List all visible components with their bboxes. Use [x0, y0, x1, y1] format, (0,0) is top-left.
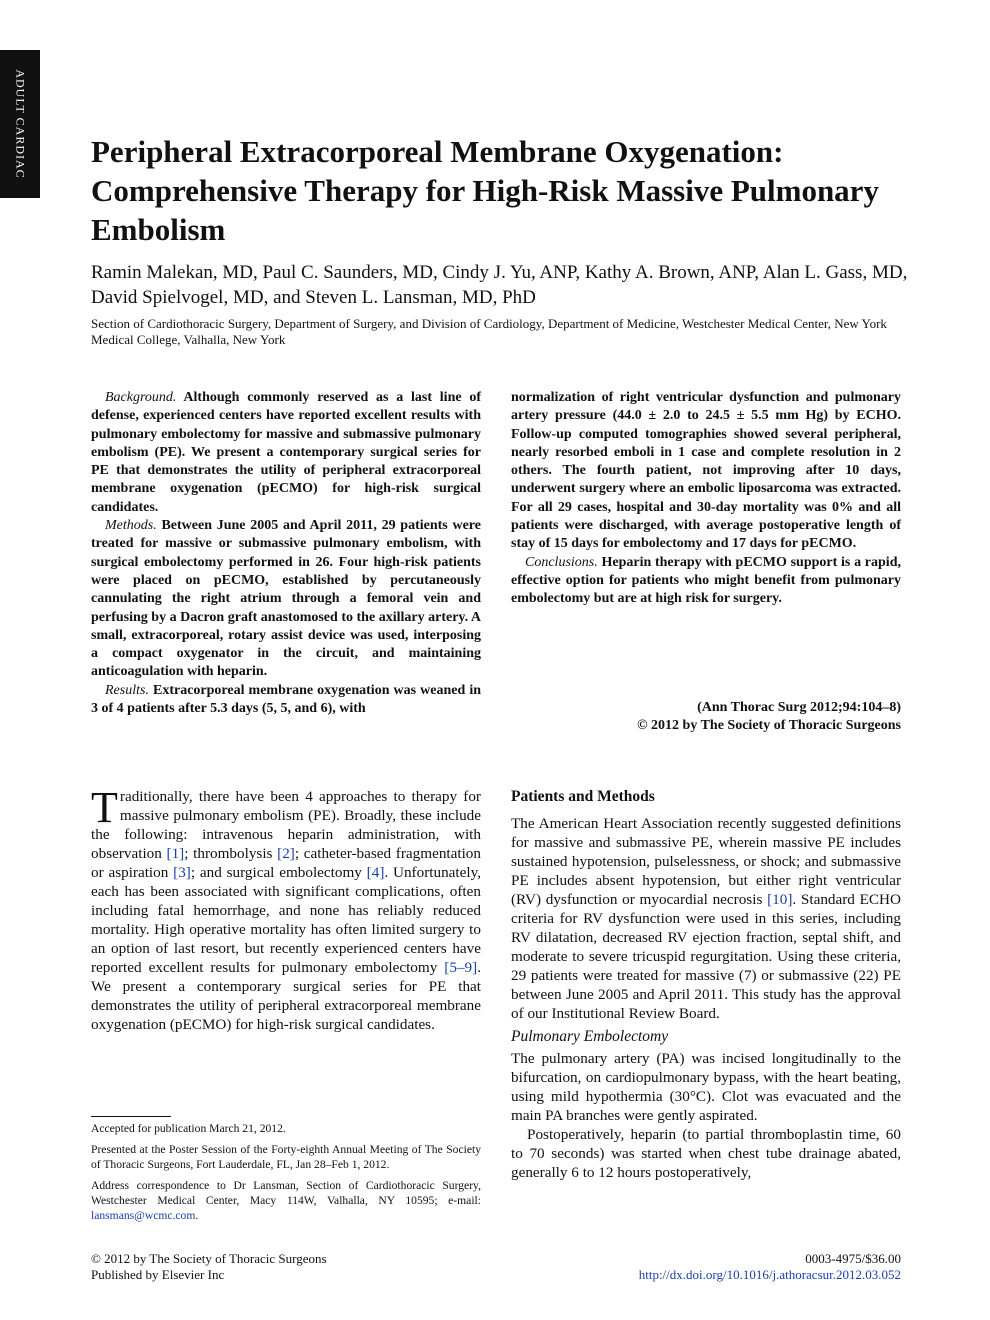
- postoperative-paragraph: Postoperatively, heparin (to partial thromboplastin time, 60 to 70 seconds) was started when chest tube drainage abated, generally 6 to 12 hours postoperatively,: [511, 1126, 901, 1181]
- section-heading: Patients and Methods: [511, 788, 655, 805]
- reference-link[interactable]: [10]: [767, 891, 793, 908]
- abstract-background: [91, 389, 481, 517]
- methods-text: . Standard ECHO criteria for RV dysfunction were used in this series, including RV dilatation, decreased RV ejection fraction, septal shift, and moderate to severe tricuspid regurgitation. Using these criteria, 29 patients were treated for massive (7) or submassive (22) PE between June 2005 and April 2011. This study has the approval of our Institutional Review Board.: [511, 891, 901, 1022]
- affiliation: Section of Cardiothoracic Surgery, Department of Surgery, and Division of Cardiology, Department of Medicine, Westchester Medical Center, New York Medical College, Valhalla, New York: [91, 316, 887, 347]
- background-text: Although commonly reserved as a last line of defense, experienced centers have reported excellent results with pulmonary embolectomy for massive and submassive pulmonary embolism (PE). We present a contemporary surgical series for PE that demonstrates the utility of peripheral extracorporeal membrane oxygenation (pECMO) for high-risk surgical candidates.: [91, 390, 481, 515]
- reference-link[interactable]: [3]: [173, 864, 191, 881]
- results-label: Results.: [105, 682, 149, 698]
- presented-note: Presented at the Poster Session of the Forty-eighth Annual Meeting of The Society of Thoracic Surgeons, Fort Lauderdale, FL, Jan 28–Feb 1, 2012.: [91, 1143, 481, 1171]
- journal-citation: (Ann Thorac Surg 2012;94:104–8): [697, 700, 901, 715]
- footer-issn: 0003-4975/$36.00: [805, 1251, 901, 1266]
- footer-left: [91, 1251, 471, 1283]
- abstract-right-column: [511, 389, 901, 609]
- methods-text: Between June 2005 and April 2011, 29 patients were treated for massive or submassive pulmonary embolism, with surgical embolectomy performed in 26. Four high-risk patients were placed on pECMO, established by percutaneously cannulating the right atrium through a femoral vein and perfusing by a Dacron graft anastomosed to the axillary artery. A small, extracorporeal, rotary assist device was used, interposing a compact oxygenator in the circuit, and maintaining anticoagulation with heparin.: [91, 518, 481, 680]
- abstract-left-column: [91, 389, 481, 718]
- abstract-conclusions: [511, 554, 901, 609]
- conclusions-label: Conclusions.: [525, 554, 598, 570]
- author-list: Ramin Malekan, MD, Paul C. Saunders, MD, Cindy J. Yu, ANP, Kathy A. Brown, ANP, Alan L. Gass, MD, David Spielvogel, MD, and Steven L. Lansman, MD, PhD: [91, 262, 908, 308]
- reference-link[interactable]: [4]: [366, 864, 385, 881]
- intro-paragraph: [91, 783, 481, 1034]
- correspondence-note: [91, 1178, 481, 1223]
- abstract-methods: [91, 517, 481, 682]
- intro-text: ; thrombolysis: [184, 845, 278, 862]
- background-label: Background.: [105, 390, 177, 405]
- reference-link[interactable]: [5–9]: [444, 959, 478, 976]
- abstract-results: [91, 682, 481, 719]
- footer-copyright: © 2012 by The Society of Thoracic Surgeons: [91, 1251, 327, 1266]
- doi-link[interactable]: http://dx.doi.org/10.1016/j.athoracsur.2012.03.052: [638, 1267, 901, 1282]
- correspondence-text: Address correspondence to Dr Lansman, Section of Cardiothoracic Surgery, Westchester Medical Center, Macy 114W, Valhalla, NY 10595; e-mail:: [91, 1179, 481, 1207]
- footer-right: [511, 1251, 901, 1283]
- intro-text: ; catheter-based fragmentation or aspiration: [91, 845, 481, 881]
- methods-column: [511, 787, 901, 1182]
- methods-paragraph: [511, 814, 901, 1023]
- intro-text: ; and surgical embolectomy: [190, 864, 367, 881]
- reference-link[interactable]: [2]: [277, 845, 295, 862]
- methods-label: Methods.: [105, 518, 157, 534]
- accepted-note: Accepted for publication March 21, 2012.: [91, 1122, 286, 1135]
- intro-text: . We present a contemporary surgical series for PE that demonstrates the utility of peripheral extracorporeal membrane oxygenation (pECMO) for high-risk surgical candidates.: [91, 959, 481, 1033]
- intro-text: raditionally, there have been 4 approaches to therapy for massive pulmonary embolism (PE). Broadly, these include the following: intravenous heparin administration, with observation: [91, 788, 481, 862]
- conclusions-text: Heparin therapy with pECMO support is a rapid, effective option for patients who might benefit from pulmonary embolectomy but are at high risk for surgery.: [511, 554, 901, 607]
- section-tab: [0, 50, 40, 198]
- intro-text: . Unfortunately, each has been associated with significant complications, often including fatal hemorrhage, and none has reliably reduced mortality. High operative mortality has often limited surgery to an option of last resort, but recently experienced centers have reported excellent results for pulmonary embolectomy: [91, 864, 481, 976]
- abstract-results-continued: normalization of right ventricular dysfunction and pulmonary artery pressure (44.0 ± 2.0 to 24.5 ± 5.5 mm Hg) by ECHO. Follow-up computed tomographies showed several peripheral, nearly resorbed emboli in 1 case and complete resolution in 2 others. The fourth patient, not improving after 10 days, underwent surgery where an embolic liposarcoma was extracted. For all 29 cases, hospital and 30-day mortality was 0% and all patients were discharged, with average postoperative length of stay of 15 days for embolectomy and 17 days for pECMO.: [511, 390, 901, 552]
- citation-block: [511, 699, 901, 736]
- results-text-part1: Extracorporeal membrane oxygenation was weaned in 3 of 4 patients after 5.3 days (5, 5, and 6), with: [91, 682, 481, 717]
- section-tab-label: ADULT CARDIAC: [13, 69, 28, 179]
- footnote-divider: [91, 1116, 171, 1117]
- subsection-heading: Pulmonary Embolectomy: [511, 1028, 669, 1045]
- citation-copyright: © 2012 by The Society of Thoracic Surgeons: [637, 718, 901, 734]
- email-link[interactable]: lansmans@wcmc.com: [91, 1209, 196, 1222]
- reference-link[interactable]: [1]: [166, 845, 185, 862]
- embolectomy-paragraph: The pulmonary artery (PA) was incised longitudinally to the bifurcation, on cardiopulmonary bypass, with the heart beating, using mild hypothermia (30°C). Clot was evacuated and the main PA branches were gently aspirated.: [511, 1050, 901, 1124]
- footnotes: [91, 1121, 481, 1229]
- methods-text: The American Heart Association recently suggested definitions for massive and submassive PE, wherein massive PE includes sustained hypotension, pulselessness, or shock; and submassive PE includes absent hypotension, but either right ventricular (RV) dysfunction or myocardial necrosis: [511, 815, 901, 908]
- footer-publisher: Published by Elsevier Inc: [91, 1267, 225, 1282]
- correspondence-end: .: [195, 1209, 199, 1222]
- intro-column: [91, 783, 481, 1034]
- drop-cap: T: [91, 783, 118, 832]
- article-title: Peripheral Extracorporeal Membrane Oxygenation: Comprehensive Therapy for High-Risk Massive Pulmonary Embolism: [91, 134, 879, 247]
